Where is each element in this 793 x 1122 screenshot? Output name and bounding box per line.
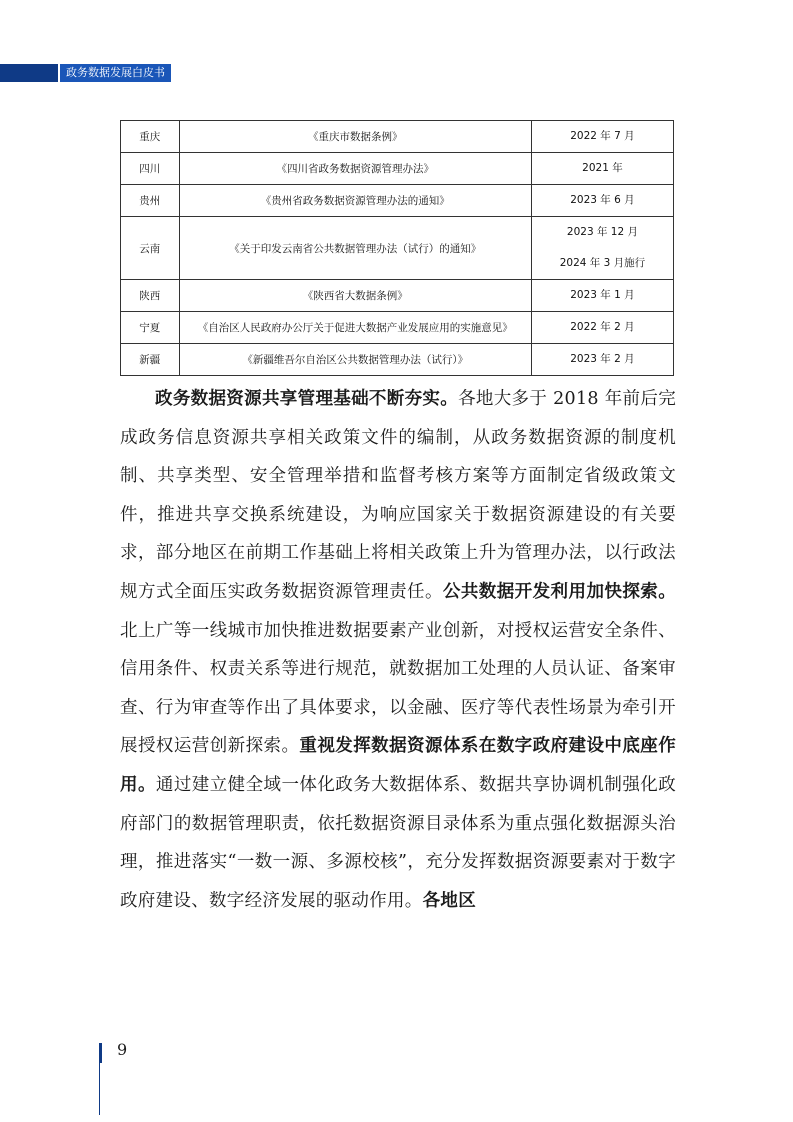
page-margin-line (99, 1063, 100, 1115)
region-cell: 贵州 (121, 185, 180, 217)
bold-heading-text: 各地区 (422, 890, 477, 911)
document-cell: 《贵州省政务数据资源管理办法的通知》 (179, 185, 531, 217)
document-cell: 《新疆维吾尔自治区公共数据管理办法（试行）》 (179, 344, 531, 376)
date-cell (531, 153, 673, 185)
table-row (121, 280, 674, 312)
bold-heading-text: 重视发挥数据资源体系在数字政府建设中底座作用。 (120, 736, 676, 795)
body-text-run: 北上广等一线城市加快推进数据要素产业创新，对授权运营安全条件、信用条件、权责关系等进行规范，就数据加工处理的人员认证、备案审查、行为审查等作出了具体要求，以金融、医疗等代表性场景为牵引开展授权运营创新探索。 (120, 620, 676, 757)
body-text-run: 通过建立健全域一体化政务大数据体系、数据共享协调机制强化政府部门的数据管理职责，依托数据资源目录体系为重点强化数据源头治理，推进落实“一数一源、多源校核”，充分发挥数据资源要素对于数字政府建设、数字经济发展的驱动作用。 (120, 774, 676, 911)
date-line: 2022 年 2 月 (570, 321, 635, 333)
document-cell: 《关于印发云南省公共数据管理办法（试行）的通知》 (179, 217, 531, 280)
date-line: 2024 年 3 月施行 (559, 257, 646, 269)
region-cell: 云南 (121, 217, 180, 280)
table-row (121, 121, 674, 153)
table-row (121, 185, 674, 217)
date-cell (531, 121, 673, 153)
page-number: 9 (117, 1040, 128, 1059)
bold-heading-text: 公共数据开发利用加快探索。 (442, 581, 676, 602)
date-line: 2022 年 7 月 (570, 130, 635, 142)
header-accent-bar (0, 64, 58, 82)
date-line: 2023 年 6 月 (570, 194, 635, 206)
table-row (121, 217, 674, 280)
date-cell (531, 280, 673, 312)
date-line: 2021 年 (582, 162, 623, 174)
page-number-marker (99, 1043, 102, 1063)
date-cell (531, 344, 673, 376)
date-line: 2023 年 1 月 (570, 289, 635, 301)
table-row (121, 344, 674, 376)
bold-heading-text: 政务数据资源共享管理基础不断夯实。 (155, 389, 459, 409)
header-title: 政务数据发展白皮书 (60, 64, 171, 82)
region-cell: 重庆 (121, 121, 180, 153)
region-cell: 陕西 (121, 280, 180, 312)
table-row (121, 312, 674, 344)
date-line: 2023 年 2 月 (570, 353, 635, 365)
date-line: 2023 年 12 月 (566, 226, 639, 238)
date-cell (531, 217, 673, 280)
document-cell: 《自治区人民政府办公厅关于促进大数据产业发展应用的实施意见》 (179, 312, 531, 344)
date-cell (531, 312, 673, 344)
body-text-run: 各地大多于 2018 年前后完成政务信息资源共享相关政策文件的编制，从政务数据资源的制度机制、共享类型、安全管理举措和监督考核方案等方面制定省级政策文件，推进共享交换系统建设，为响应国家关于数据资源建设的有关要求，部分地区在前期工作基础上将相关政策上升为管理办法，以行政法规方式全面压实政务数据资源管理责任。 (120, 389, 676, 602)
document-cell: 《重庆市数据条例》 (179, 121, 531, 153)
body-paragraph (120, 380, 676, 920)
region-cell: 四川 (121, 153, 180, 185)
date-cell (531, 185, 673, 217)
document-cell: 《陕西省大数据条例》 (179, 280, 531, 312)
table-row (121, 153, 674, 185)
region-cell: 宁夏 (121, 312, 180, 344)
policy-table (120, 120, 674, 376)
region-cell: 新疆 (121, 344, 180, 376)
document-cell: 《四川省政务数据资源管理办法》 (179, 153, 531, 185)
